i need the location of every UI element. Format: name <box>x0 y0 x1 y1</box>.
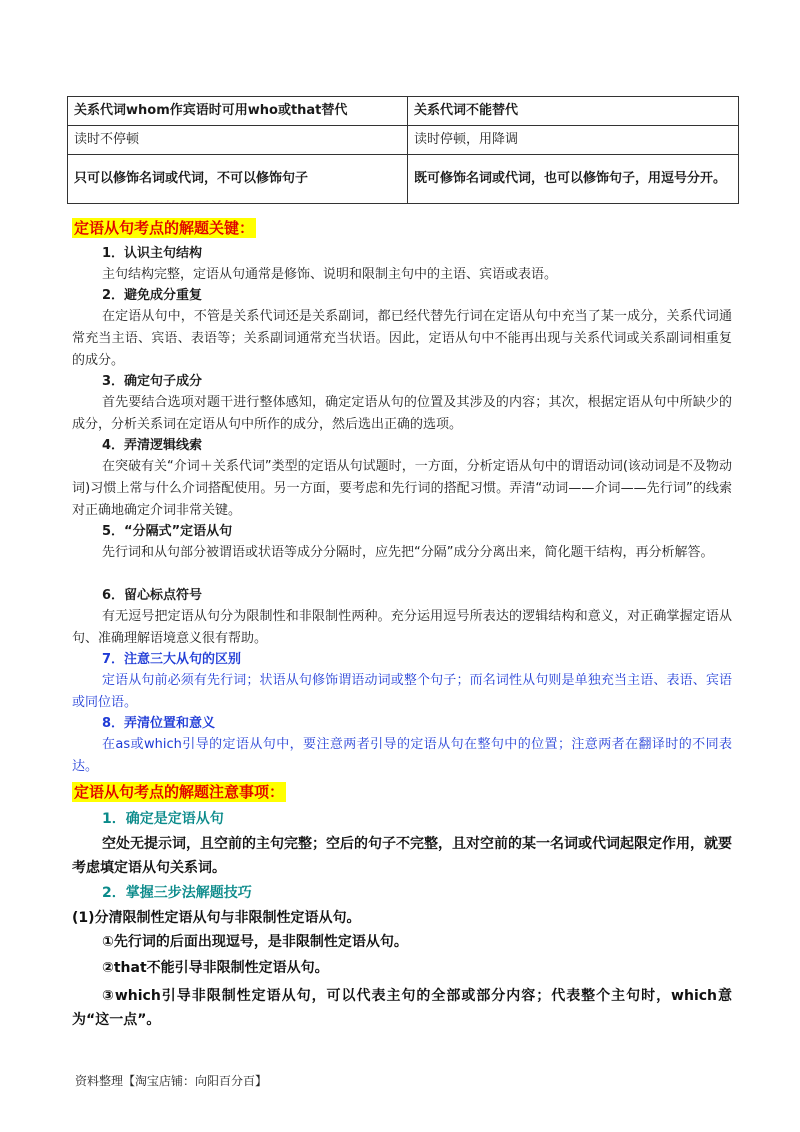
item-title: 7．注意三大从句的区别 <box>102 652 242 667</box>
item-title: 6．留心标点符号 <box>102 588 203 603</box>
item-title: 8．弄清位置和意义 <box>102 716 216 731</box>
item-title: 2．避免成分重复 <box>102 288 203 303</box>
table-row <box>68 155 739 204</box>
table-cell: 关系代词不能替代 <box>408 97 739 126</box>
table-cell: 只可以修饰名词或代词，不可以修饰句子 <box>68 155 408 204</box>
table-cell: 读时停顿，用降调 <box>408 126 739 155</box>
item-text: 在突破有关“介词＋关系代词”类型的定语从句试题时，一方面，分析定语从句中的谓语动词(该动词是不及物动词)习惯上常与什么介词搭配使用。另一方面，要考虑和先行词的搭配习惯。弄清“动词——介词——先行词”的线索对正确地确定介词非常关键。 <box>72 459 732 518</box>
point-text: 空处无提示词，且空前的主句完整；空后的句子不完整，且对空前的某一名词或代词起限定作用，就要考虑填定语从句关系词。 <box>72 836 732 876</box>
item-text: 首先要结合选项对题干进行整体感知，确定定语从句的位置及其涉及的内容；其次，根据定语从句中所缺少的成分，分析关系词在定语从句中所作的成分，然后选出正确的选项。 <box>72 395 732 432</box>
item-title: 3．确定句子成分 <box>102 374 203 389</box>
table-cell: 关系代词whom作宾语时可用who或that替代 <box>68 97 408 126</box>
item-text: 在as或which引导的定语从句中，要注意两者引导的定语从句在整句中的位置；注意两者在翻译时的不同表达。 <box>72 737 732 774</box>
table-cell: 既可修饰名词或代词，也可以修饰句子，用逗号分开。 <box>408 155 739 204</box>
item-title: 4．弄清逻辑线索 <box>102 438 203 453</box>
table-cell: 读时不停顿 <box>68 126 408 155</box>
comparison-table <box>67 96 739 204</box>
item-text: 定语从句前必须有先行词；状语从句修饰谓语动词或整个句子；而名词性从句则是单独充当主语、表语、宾语或同位语。 <box>72 673 732 710</box>
item-text: 先行词和从句部分被谓语或状语等成分分隔时，应先把“分隔”成分分离出来，简化题干结构，再分析解答。 <box>102 545 714 560</box>
rule-text: ①先行词的后面出现逗号，是非限制性定语从句。 <box>102 934 408 950</box>
point-title: 2．掌握三步法解题技巧 <box>102 885 252 901</box>
section-heading: 定语从句考点的解题注意事项： <box>74 783 285 801</box>
item-title: 5．“分隔式”定语从句 <box>102 524 233 539</box>
footer-source: 资料整理【淘宝店铺：向阳百分百】 <box>75 1074 268 1088</box>
point-title: 1．确定是定语从句 <box>102 811 224 827</box>
step-text: (1)分清限制性定语从句与非限制性定语从句。 <box>72 910 361 926</box>
rule-text: ②that不能引导非限制性定语从句。 <box>102 960 329 976</box>
table-row <box>68 97 739 126</box>
section-heading: 定语从句考点的解题关键： <box>74 219 255 237</box>
item-text: 在定语从句中，不管是关系代词还是关系副词，都已经代替先行词在定语从句中充当了某一成分，关系代词通常充当主语、宾语、表语等；关系副词通常充当状语。因此，定语从句中不能再出现与关系代词或关系副词相重复的成分。 <box>72 309 732 368</box>
item-text: 主句结构完整，定语从句通常是修饰、说明和限制主句中的主语、宾语或表语。 <box>102 267 558 282</box>
item-text: 有无逗号把定语从句分为限制性和非限制性两种。充分运用逗号所表达的逻辑结构和意义，对正确掌握定语从句、准确理解语境意义很有帮助。 <box>72 609 732 646</box>
table-row <box>68 126 739 155</box>
rule-text: ③which引导非限制性定语从句，可以代表主句的全部或部分内容；代表整个主句时，which意为“这一点”。 <box>72 988 732 1028</box>
item-title: 1．认识主句结构 <box>102 246 203 261</box>
